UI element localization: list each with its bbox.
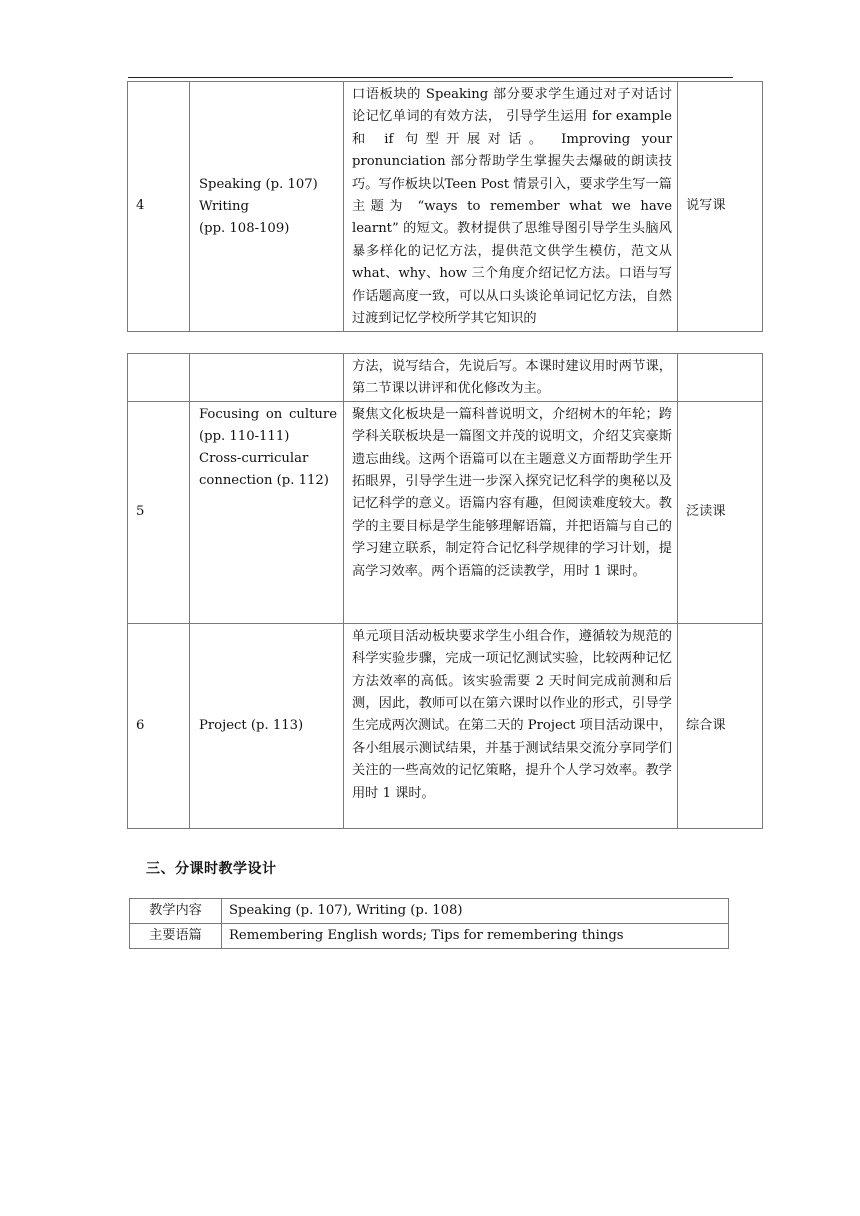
row-number: 4	[128, 82, 190, 332]
lesson-type: 说写课	[678, 82, 763, 332]
section-line: (pp. 108-109)	[199, 220, 290, 236]
description-cell: 单元项目活动板块要求学生小组合作，遵循较为规范的科学实验步骤，完成一项记忆测试实验，比较两种记忆方法效率的高低。该实验需要 2 天时间完成前测和后测，因此，教师可以在第六课时以作业的形式，引导学生完成两次测试。在第二天的 Project 项目活动课中，各小组展示测试结果，并基于测试结果交流分享同学们关注的一些高效的记忆策略，提升个人学习效率。教学用时 1 课时。	[344, 623, 678, 828]
table-row	[128, 82, 763, 332]
table-row	[128, 354, 763, 402]
texts-label: 主要语篇	[130, 924, 222, 949]
lesson-table-part-1	[127, 81, 763, 332]
table-row	[128, 401, 763, 623]
row-number: 6	[128, 623, 190, 828]
section-line: Project (p. 113)	[199, 717, 304, 733]
section-line: Focusing on culture (pp. 110-111)	[199, 406, 337, 444]
lesson-type	[678, 354, 763, 402]
table-row	[130, 899, 729, 924]
section-cell	[190, 354, 344, 402]
section-line: Writing	[199, 198, 249, 214]
table-row	[128, 623, 763, 828]
table-row	[130, 924, 729, 949]
header-rule	[128, 77, 733, 78]
description-cell: 口语板块的 Speaking 部分要求学生通过对子对话讨论记忆单词的有效方法， 引导学生运用 for example 和 if 句型开展对话。 Improving your pronunciation 部分帮助学生掌握失去爆破的朗读技巧。写作板块以Teen Post 情景引入，要求学生写一篇主题为 “ways to remember what we have learnt” 的短文。教材提供了思维导图引导学生头脑风暴多样化的记忆方法，提供范文供学生模仿，范文从what、why、how 三个角度介绍记忆方法。口语与写作话题高度一致，可以从口头谈论单词记忆方法，自然过渡到记忆学校所学其它知识的	[344, 82, 678, 332]
row-number	[128, 354, 190, 402]
lesson-info-table	[129, 898, 729, 949]
section-line: Speaking (p. 107)	[199, 176, 318, 192]
description-cell: 方法，说写结合，先说后写。本课时建议用时两节课，第二节课以讲评和优化修改为主。	[344, 354, 678, 402]
section-cell	[190, 82, 344, 332]
description-cell: 聚焦文化板块是一篇科普说明文，介绍树木的年轮；跨学科关联板块是一篇图文并茂的说明文，介绍艾宾豪斯遗忘曲线。这两个语篇可以在主题意义方面帮助学生开拓眼界，引导学生进一步深入探究记忆科学的奥秘以及记忆科学的意义。语篇内容有趣，但阅读难度较大。教学的主要目标是学生能够理解语篇，并把语篇与自己的学习建立联系，制定符合记忆科学规律的学习计划，提高学习效率。两个语篇的泛读教学，用时 1 课时。	[344, 401, 678, 623]
section-cell	[190, 401, 344, 623]
section-heading: 三、分课时教学设计	[146, 861, 277, 877]
section-cell	[190, 623, 344, 828]
texts-value: Remembering English words; Tips for remembering things	[222, 924, 729, 949]
lesson-type: 综合课	[678, 623, 763, 828]
row-number: 5	[128, 401, 190, 623]
lesson-type: 泛读课	[678, 401, 763, 623]
lesson-table-part-2	[127, 353, 763, 829]
section-line: Cross-curricular connection (p. 112)	[199, 450, 329, 488]
content-value: Speaking (p. 107), Writing (p. 108)	[222, 899, 729, 924]
content-label: 教学内容	[130, 899, 222, 924]
